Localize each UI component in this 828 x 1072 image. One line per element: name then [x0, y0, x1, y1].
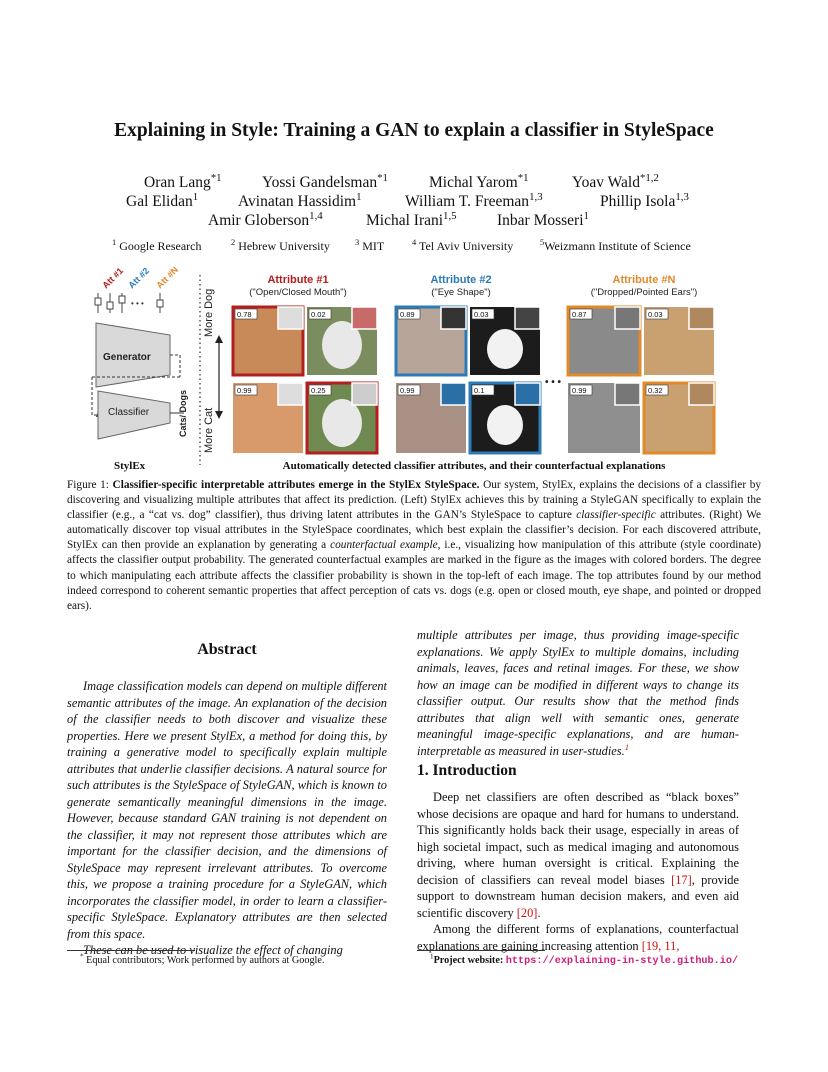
author-yossi-gandelsman: Yossi Gandelsman$^{*1}$ — [262, 171, 388, 191]
score-a1-bottom-right: 0.25 — [311, 386, 326, 395]
score-an-top-left: 0.87 — [572, 310, 587, 319]
project-website-link[interactable]: https://explaining-in-style.github.io/ — [505, 956, 739, 967]
introduction-heading: 1. Introduction — [417, 762, 517, 779]
affiliation-google: $^1$ Google Research — [112, 238, 202, 253]
attribute-2-subtitle: ("Eye Shape") — [431, 287, 491, 298]
affiliation-hebrew: $^2$ Hebrew University — [231, 238, 330, 253]
abstract-body: Image classification models can depend on multiple different semantic attributes of the image. An explanation of the decision of the classifier needs to both discover and visualize these properties. Here we present StylEx, a method for doing this, by training a generative model to specifically explain multiple attributes that underlie classifier decisions. A natural source for such attributes is the StyleSpace of StyleGAN, which is known to generate semantically meaningful dimensions in the image. However, because standard GAN training is not dependent on the classifier, it may not represent those attributes which are important for the classifier decision, and the dimensions of StyleSpace may represent irrelevant attributes. To overcome this, we propose a training procedure for a StyleGAN, which incorporates the classifier model, in order to learn a classifier-specific StyleSpace. Explanatory attributes are then selected from this space. These can be used to visualize the effect of changing — [67, 679, 387, 957]
slider-icons — [95, 293, 163, 313]
attribute-1-images — [233, 307, 377, 453]
attribute-n-images — [568, 307, 714, 453]
abstract-heading: Abstract — [197, 641, 257, 658]
score-a2-bottom-left: 0.99 — [400, 386, 415, 395]
att-label-2: Att #2 — [126, 265, 152, 291]
attribute-n-title: Attribute #N — [612, 274, 676, 286]
attribute-2-title: Attribute #2 — [430, 274, 492, 286]
more-dog-label: More Dog — [203, 288, 215, 337]
score-an-bottom-left: 0.99 — [572, 386, 587, 395]
cats-dogs-label: Cats/ Dogs — [178, 389, 188, 437]
author-phillip-isola: Phillip Isola$^{1,3}$ — [600, 190, 689, 210]
attribute-1-subtitle: ("Open/Closed Mouth") — [249, 287, 347, 298]
footnote-right: $^1$Project website: https://explaining-in-style.github.io/ — [430, 952, 739, 967]
author-inbar-mosseri: Inbar Mosseri$^1$ — [497, 209, 589, 229]
generator-label: Generator — [103, 352, 151, 363]
author-yoav-wald: Yoav Wald$^{*1,2}$ — [572, 171, 659, 191]
score-a2-top-right: 0.03 — [474, 310, 489, 319]
affiliation-tau: $^4$ Tel Aviv University — [412, 238, 514, 253]
score-a2-top-left: 0.89 — [400, 310, 415, 319]
footnote-rule-left — [67, 950, 195, 951]
teaser-figure — [88, 265, 740, 477]
att-dots: • • • — [131, 299, 144, 308]
footnote-rule-right — [417, 950, 545, 951]
author-william-freeman: William T. Freeman$^{1,3}$ — [405, 190, 543, 210]
att-label-1: Att #1 — [100, 265, 126, 291]
score-a1-bottom-left: 0.99 — [237, 386, 252, 395]
score-a1-top-left: 0.78 — [237, 310, 252, 319]
affiliation-mit: $^3$ MIT — [355, 238, 385, 253]
footnote-left: * Equal contributors; Work performed by authors at Google. — [80, 952, 325, 966]
figure-caption: Figure 1: Classifier-specific interpretable attributes emerge in the StylEx StyleSpace. Our system, StylEx, explains the decisions of a classifier by discovering and visualizing multiple attributes that affect its prediction. (Left) StylEx achieves this by training a StyleGAN specifically to explain the classifier (e.g., a “cat vs. dog” classifier), thus driving latent attributes in the GAN’s StyleSpace to capture classifier-specific attributes. (Right) We automatically discover top visual attributes in the StyleSpace coordinates, which best explain the classifier’s decision. For each discovered attribute, StylEx can then provide an explanation by generating a counterfactual example, i.e., visualizing how manipulation of this attribute (style coordinate) affects the classifier output probability. The generated counterfactual examples are marked in the figure as the images with colored borders. The degree to which manipulating each attribute affects the classifier probability is shown in the top-left of each image. The top attributes found by our method indeed correspond to coherent semantic properties that affect perception of cats vs. dogs (e.g. open or closed mouth, eye shape, and pointed or dropped ears). — [67, 479, 761, 612]
attributes-ellipsis: • • • — [545, 377, 562, 388]
score-a2-bottom-right: 0.1 — [474, 386, 485, 395]
figure-left-caption: StylEx — [114, 460, 146, 472]
attribute-n-subtitle: ("Dropped/Pointed Ears") — [590, 287, 698, 298]
author-avinatan-hassidim: Avinatan Hassidim$^1$ — [238, 190, 362, 210]
author-gal-elidan: Gal Elidan$^1$ — [126, 190, 199, 210]
figure-right-caption: Automatically detected classifier attributes, and their counterfactual explanations — [282, 460, 666, 472]
paper-title: Explaining in Style: Training a GAN to explain a classifier in StyleSpace — [114, 120, 714, 141]
attribute-2-images — [396, 307, 540, 453]
affiliation-weizmann: $^5$Weizmann Institute of Science — [540, 238, 691, 253]
att-label-n: Att #N — [154, 265, 181, 291]
attribute-1-title: Attribute #1 — [267, 274, 329, 286]
more-cat-label: More Cat — [203, 407, 215, 453]
abstract-continued: multiple attributes per image, thus providing image-specific explanations. We apply StylEx to multiple domains, including animals, leaves, faces and retinal images. For these, we show how an image can be modified in different ways to change its classifier output. Our results show that the method finds attributes that align well with semantic ones, generate meaningful image-specific explanations, and are human-interpretable as measured in user-studies.$^1$ — [417, 628, 739, 758]
score-a1-top-right: 0.02 — [311, 310, 326, 319]
introduction-body: Deep net classifiers are often described as “black boxes” whose decisions are opaque and hard for humans to understand. This significantly holds back their usage, especially in areas of high societal impact, such as medical imaging and autonomous driving, where human oversight is critical. Explaining the decision of classifiers can reveal model biases [17], provide support to downstream human decision makers, and even aid scientific discovery [20]. Among the different forms of explanations, counterfactual explanations are gaining increasing attention [19, 11, — [417, 790, 739, 953]
author-michal-yarom: Michal Yarom$^{*1}$ — [429, 171, 529, 191]
classifier-label: Classifier — [108, 407, 150, 418]
author-oran-lang: Oran Lang$^{*1}$ — [144, 171, 222, 191]
score-an-bottom-right: 0.32 — [648, 386, 663, 395]
score-an-top-right: 0.03 — [648, 310, 663, 319]
author-amir-globerson: Amir Globerson$^{1,4}$ — [208, 209, 323, 229]
author-michal-irani: Michal Irani$^{1,5}$ — [366, 209, 457, 229]
